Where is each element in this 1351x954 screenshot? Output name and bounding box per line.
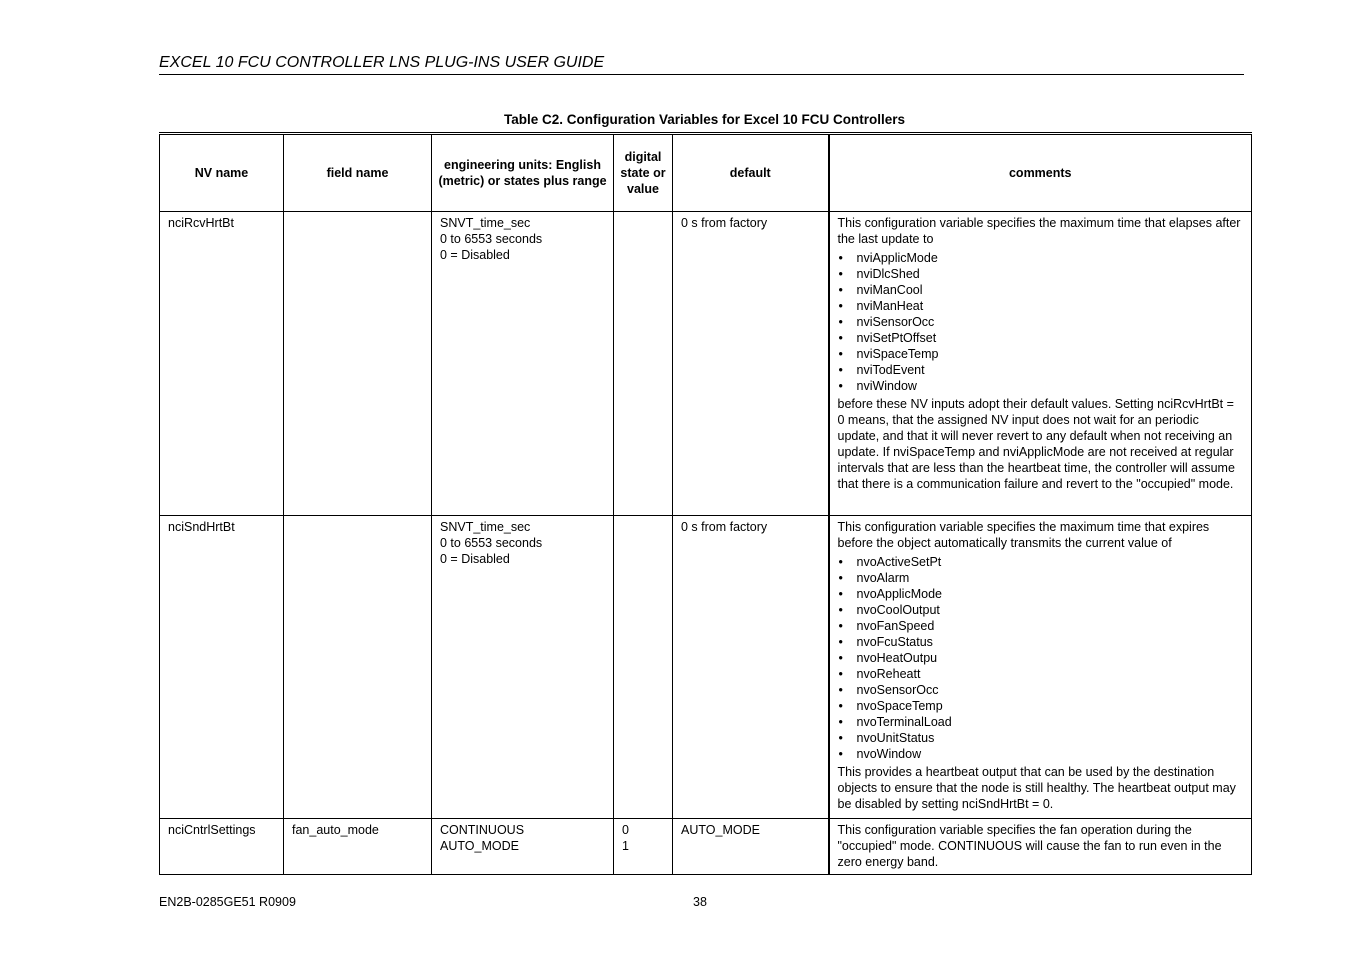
page-number: 38: [693, 895, 707, 909]
comments-cell: [829, 516, 1252, 819]
units-cell-line: SNVT_time_sec: [440, 520, 531, 534]
units-cell: [432, 212, 614, 516]
bullet-item: • nviApplicMode: [838, 250, 1244, 266]
bullet-item: • nviManHeat: [838, 298, 1244, 314]
document-id: EN2B-0285GE51 R0909: [159, 895, 296, 909]
bullet-item: • nvoSpaceTemp: [838, 698, 1244, 714]
digital-state-cell-line: 1: [622, 839, 629, 853]
digital-state-cell: [614, 819, 673, 875]
comment-outro: This provides a heartbeat output that can be used by the destination objects to ensure that the node is still healthy. The heartbeat output may be disabled by setting nciSndHrtBt = 0.: [837, 765, 1236, 811]
comment-intro: This configuration variable specifies the fan operation during the "occupied" mode. CONTINUOUS will cause the fan to run even in the zero energy band.: [837, 823, 1222, 869]
units-cell-line: 0 to 6553 seconds: [440, 536, 543, 550]
digital-state-cell: [614, 516, 673, 819]
column-header-comments: comments: [829, 134, 1252, 212]
table-header-row: [160, 134, 1252, 212]
bullet-item: • nvoWindow: [838, 746, 1244, 762]
units-cell-line: 0 = Disabled: [440, 248, 510, 262]
bullet-item: • nvoApplicMode: [838, 586, 1244, 602]
units-cell-line: SNVT_time_sec: [440, 216, 531, 230]
digital-state-cell-line: 0: [622, 823, 629, 837]
configuration-variables-table: [159, 132, 1252, 875]
units-cell-line: 0 = Disabled: [440, 552, 510, 566]
bullet-item: • nvoCoolOutput: [838, 602, 1244, 618]
comment-outro: before these NV inputs adopt their default values. Setting nciRcvHrtBt = 0 means, that the assigned NV input does not wait for an periodic update, and that it will never revert to any default when not receiving an update. If nviSpaceTemp and nviApplicMode are not received at regular intervals that are less than the heartbeat time, the controller will assume that there is a communication failure and revert to the "occupied" mode.: [837, 397, 1235, 491]
field-name-cell: fan_auto_mode: [284, 819, 432, 875]
bullet-item: • nviSpaceTemp: [838, 346, 1244, 362]
bullet-item: • nvoTerminalLoad: [838, 714, 1244, 730]
table-row: [160, 212, 1252, 516]
column-header-engineering-units: engineering units: English (metric) or states plus range: [432, 134, 614, 212]
column-header-field-name: field name: [284, 134, 432, 212]
column-header-default: default: [673, 134, 829, 212]
bullet-item: • nviTodEvent: [838, 362, 1244, 378]
comment-bullet-list: [838, 250, 1244, 394]
nv-name-cell: nciCntrlSettings: [160, 819, 284, 875]
comment-intro: This configuration variable specifies the maximum time that elapses after the last update to: [837, 216, 1241, 246]
bullet-item: • nvoUnitStatus: [838, 730, 1244, 746]
comments-cell: [829, 819, 1252, 875]
bullet-item: • nvoActiveSetPt: [838, 554, 1244, 570]
units-cell-line: 0 to 6553 seconds: [440, 232, 543, 246]
comment-intro: This configuration variable specifies the maximum time that expires before the object automatically transmits the current value of: [837, 520, 1210, 550]
table-row: [160, 516, 1252, 819]
field-name-cell: [284, 516, 432, 819]
bullet-item: • nvoAlarm: [838, 570, 1244, 586]
bullet-item: • nviSensorOcc: [838, 314, 1244, 330]
column-header-nv-name: NV name: [160, 134, 284, 212]
field-name-cell: [284, 212, 432, 516]
table-caption: Table C2. Configuration Variables for Excel 10 FCU Controllers: [503, 112, 906, 127]
units-cell: [432, 819, 614, 875]
bullet-item: • nviManCool: [838, 282, 1244, 298]
table-row: [160, 819, 1252, 875]
bullet-item: • nvoHeatOutpu: [838, 650, 1244, 666]
comments-cell: [829, 212, 1252, 516]
units-cell: [432, 516, 614, 819]
bullet-item: • nviDlcShed: [838, 266, 1244, 282]
column-header-digital-state: digital state or value: [614, 134, 673, 212]
default-cell: 0 s from factory: [673, 516, 829, 819]
default-cell: 0 s from factory: [673, 212, 829, 516]
comment-bullet-list: [838, 554, 1244, 762]
bullet-item: • nvoSensorOcc: [838, 682, 1244, 698]
running-header: EXCEL 10 FCU CONTROLLER LNS PLUG-INS USER GUIDE: [159, 53, 1244, 75]
bullet-item: • nviSetPtOffset: [838, 330, 1244, 346]
nv-name-cell: nciSndHrtBt: [160, 516, 284, 819]
units-cell-line: CONTINUOUS: [440, 823, 525, 837]
digital-state-cell: [614, 212, 673, 516]
bullet-item: • nvoReheatt: [838, 666, 1244, 682]
bullet-item: • nviWindow: [838, 378, 1244, 394]
bullet-item: • nvoFanSpeed: [838, 618, 1244, 634]
units-cell-line: AUTO_MODE: [440, 839, 519, 853]
nv-name-cell: nciRcvHrtBt: [160, 212, 284, 516]
bullet-item: • nvoFcuStatus: [838, 634, 1244, 650]
default-cell: AUTO_MODE: [673, 819, 829, 875]
